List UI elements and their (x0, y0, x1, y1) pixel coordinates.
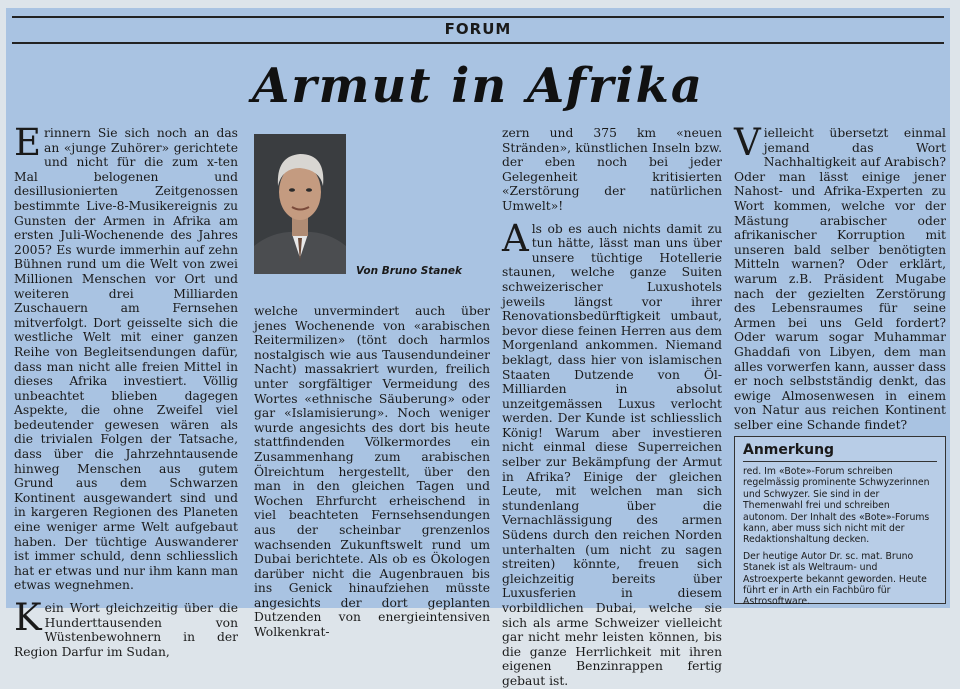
rubric-label: FORUM (437, 20, 520, 38)
author-photo (254, 134, 346, 274)
author-byline: Von Bruno Stanek (356, 265, 462, 277)
paragraph: Erinnern Sie sich noch an das an «junge Zuhörer» gerichtete und nicht für die zum x-ten Mal belogenen und desillusionierten Zeitgenossen bestimmte Live-8-Musikereignis zu Gunsten der Armen in Afrika am ersten Juli-Wochenende des Jahres 2005? Es wurde immerhin auf zehn Bühnen rund um die Welt von zwei Millionen Menschen vor Ort und weiteren drei Milliarden Zuschauern am Fernsehen mitverfolgt. Dort geisselte sich die westliche Welt mit einer ganzen Reihe von Begleitsendungen dafür, dass man nicht alle freien Mittel in dieses Afrika investiert. Völlig unbeachtet blieben dagegen Aspekte, die ohne Zweifel viel bedeutender gewesen wären als die trivialen Folgen der Tatsache, dass über die Jahrzehntausende hinweg Menschen aus gutem Grund aus dem Schwarzen Kontinent ausgewandert sind und in kargeren Regionen des Planeten eine weniger arme Welt aufgebaut haben. Der tüchtige Auswanderer ist immer schuld, denn schliesslich hat er etwas und nur ihm kann man etwas wegnehmen. (14, 121, 238, 593)
article-column-4 (734, 121, 946, 432)
article-column-3 (502, 126, 722, 689)
paragraph: zern und 375 km «neuen Stränden», künstlichen Inseln bzw. der eben noch bei jeder Gelegenheit kritisierten «Zerstörung der natürlichen Umwelt»! (502, 126, 722, 213)
article-column-2 (254, 304, 490, 640)
paragraph: Vielleicht übersetzt einmal jemand das Wort Nachhaltigkeit auf Arabisch? Oder man lässt einige jener Nahost- und Afrika-Experten zu Wort kommen, welche vor der Mästung arabischer oder afrikanischer Korruption mit unseren bald selber benötigten Mitteln warnen? Oder erklärt, warum z.B. Präsident Mugabe nach der gezielten Zerstörung des Lebensraumes für seine Armen bei uns Geld fordert? Oder warum sogar Muhammar Ghaddafi von Libyen, dem man alles vorwerfen kann, ausser dass er noch selbstständig denkt, das ewige Almosenwesen in einem von Natur aus reichen Kontinent selber eine Schande findet? (734, 121, 946, 432)
editor-note-box (734, 436, 946, 608)
article-column-1 (14, 121, 238, 659)
newspaper-page (6, 8, 950, 688)
author-portrait-icon (254, 134, 346, 274)
paragraph: Kein Wort gleichzeitig über die Hunderttausenden von Wüstenbewohnern in der Region Darfur im Sudan, (14, 596, 238, 659)
paragraph: welche unvermindert auch über jenes Wochenende von «arabischen Reitermilizen» (tönt doch harmlos nostalgisch wie aus Tausendundeiner Nacht) massakriert wurden, freilich unter sorgfältiger Vermeidung des Wortes «ethnische Säuberung» oder gar «Islamisierung». Noch weniger wurde angesichts des dort bis heute stattfindenden Völkermordes ein Zusammenhang zum arabischen Ölreichtum hergestellt, über den man in den gleichen Tagen und Wochen Ehrfurcht erheischend in viel beachteten Fernsehsendungen aus der scheinbar grenzenlos wachsenden Zukunftswelt rund um Dubai berichtete. Als ob es Ökologen darüber nicht die Augenbrauen bis ins Genick hinaufziehen müsste angesichts der dort geplanten Dutzenden von energieintensiven Wolkenkrat- (254, 304, 490, 640)
section-rubric (12, 16, 944, 44)
paragraph: Als ob es auch nichts damit zu tun hätte, lässt man uns über unsere tüchtige Hotellerie staunen, welche ganze Suiten schweizerischer Luxushotels jeweils längst vor ihrer Renovationsbedürftigkeit umbaut, bevor diese feinen Herren aus dem Morgenland ankommen. Niemand beklagt, dass hier von islamischen Staaten Dutzende von Öl-Milliarden in absolut unzeitgemässen Luxus verlocht werden. Der Kunde ist schliesslich König! Warum aber investieren nicht einmal diese Superreichen selber zur Bekämpfung der Armut in Afrika? Einige der gleichen Leute, mit welchen man sich stundenlang über die Vernachlässigung des armen Südens durch den reichen Norden unterhalten (um nicht zu sagen streiten) könnte, freuen sich gleichzeitig bereits über Luxusferien in diesem vorbildlichen Dubai, welche sie sich als arme Schweizer vielleicht gar nicht mehr leisten können, bis die ganze Herrlichkeit mit ihren eigenen Benzinrappen fertig gebaut ist. (502, 216, 722, 688)
note-title: Anmerkung (743, 442, 937, 462)
note-paragraph: Der heutige Autor Dr. sc. mat. Bruno Stanek ist als Weltraum- und Astroexperte bekannt geworden. Heute führt er in Arth ein Fachbüro für Astrosoftware. (743, 550, 927, 608)
headline: Armut in Afrika (252, 58, 704, 114)
note-paragraph: red. Im «Bote»-Forum schreiben regelmässig prominente Schwyzerinnen und Schwyzer. Sie sind in der Themenwahl frei und schreiben autonom. Der Inhalt des «Bote»-Forums kann, aber muss sich nicht mit der Redaktionshaltung decken. (743, 466, 930, 546)
